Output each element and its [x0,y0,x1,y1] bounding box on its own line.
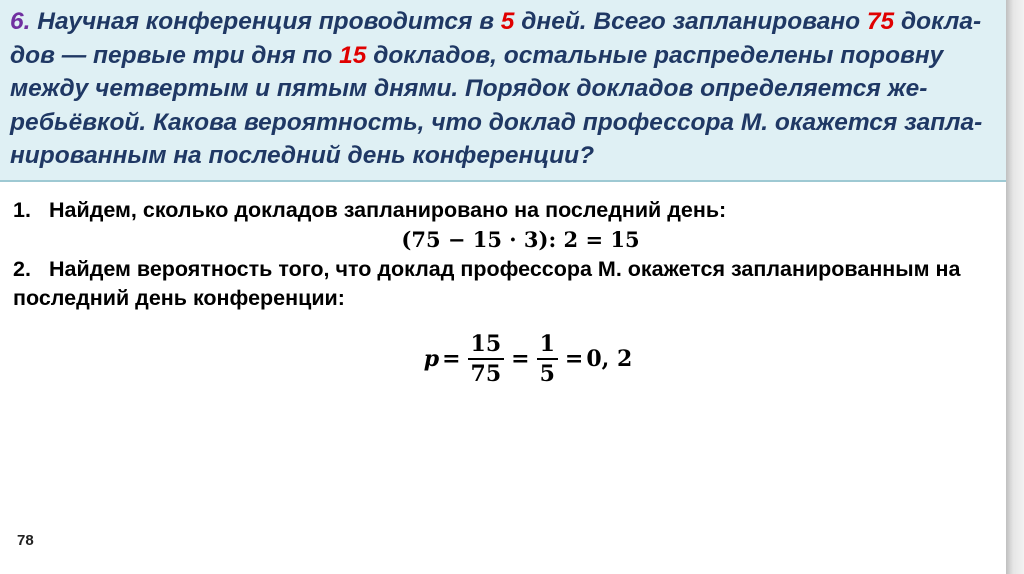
problem-text [10,5,998,173]
problem-box [0,0,1006,182]
step-1-text: Найдем, сколько докладов запланировано на последний день: [49,198,727,222]
equation-2-variable: p [423,346,440,372]
slide-edge-shadow [1006,0,1024,574]
step-2-number: 2. [13,257,31,281]
fraction-2-denominator: 5 [539,361,555,387]
equation-2 [13,331,998,387]
problem-days: 5 [500,8,515,35]
fraction-2-numerator: 1 [537,331,558,360]
fraction-1-denominator: 75 [470,361,502,387]
problem-per-day: 15 [339,41,367,69]
step-1 [13,196,998,225]
solution [13,196,998,387]
equation-2-result: 0, 2 [586,346,633,372]
step-2 [13,255,998,313]
equation-1: (75 − 15 · 3): 2 = 15 [401,227,640,252]
fraction-1-numerator: 15 [468,331,505,360]
equation-2-equals-1: = [442,346,461,372]
step-2-text: Найдем вероятность того, что доклад профессора М. окажется запланированным на последний день конференции: [13,257,961,310]
equation-2-equals-2: = [511,346,530,372]
problem-text-part2: дней. Всего запланировано [514,8,867,35]
page-number: 78 [17,532,34,549]
problem-text-part3: докла-дов — первые три дня по [10,8,982,69]
problem-number: 6. [10,8,31,35]
problem-total: 75 [866,8,895,35]
equation-2-equals-3: = [564,346,584,372]
fraction-15-75 [468,331,505,387]
step-1-number: 1. [13,198,31,222]
fraction-1-5 [537,331,558,387]
problem-text-part4: докладов, остальные распределены поровну между четвертым и пятым днями. Порядок докладов определяется же-ребьёвкой. Какова вероятность, что доклад профессора М. окажется запла-нированным на последний день конференции? [10,41,983,169]
problem-text-part1: Научная конференция проводится в [30,8,501,35]
